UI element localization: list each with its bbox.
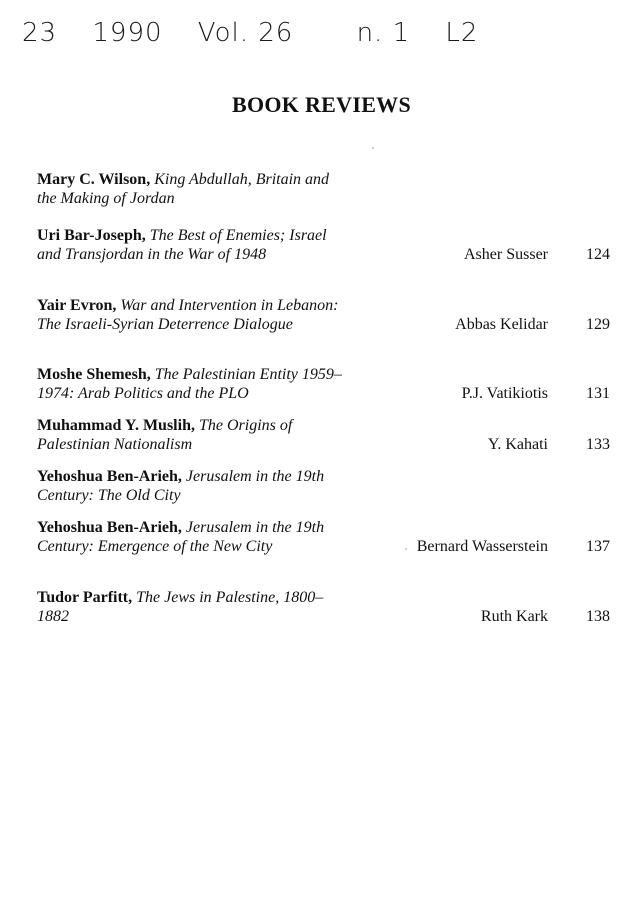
book-author: Tudor Parfitt, xyxy=(37,589,133,606)
book-author: Yair Evron, xyxy=(37,297,117,314)
review-entry xyxy=(37,226,612,264)
reviewed-work xyxy=(37,416,347,454)
review-entry xyxy=(37,296,612,334)
handwritten-volume: Vol. 26 xyxy=(197,18,294,48)
book-title: The Best of Enemies; Israel and Transjordan in the War of 1948 xyxy=(37,227,327,263)
reviewed-work xyxy=(37,467,347,505)
handwritten-annotation xyxy=(22,18,504,48)
book-author: Yehoshua Ben-Arieh, xyxy=(37,519,182,536)
reviewed-work xyxy=(37,226,347,264)
reviewer-name: Ruth Kark xyxy=(480,608,548,625)
page-number: 124 xyxy=(586,246,610,263)
book-title: Jerusalem in the 19th Century: The Old City xyxy=(37,468,325,504)
review-entry xyxy=(37,518,612,556)
review-entry xyxy=(37,170,612,208)
page-number: 137 xyxy=(586,538,610,555)
page-number: 138 xyxy=(586,608,610,625)
scan-speck xyxy=(405,548,407,550)
reviewed-work xyxy=(37,588,347,626)
scan-speck xyxy=(372,147,374,149)
handwritten-issue: n. 1 xyxy=(356,18,411,48)
review-entry xyxy=(37,588,612,626)
book-title: King Abdullah, Britain and the Making of Jordan xyxy=(37,171,330,207)
book-title: Jerusalem in the 19th Century: Emergence of the New City xyxy=(37,519,325,555)
review-entry xyxy=(37,416,612,454)
reviewer-name: Bernard Wasserstein xyxy=(416,538,548,555)
reviewer-name: Asher Susser xyxy=(464,246,548,263)
reviewed-work xyxy=(37,518,347,556)
handwritten-number: 23 xyxy=(22,18,58,48)
page-number: 129 xyxy=(586,316,610,333)
book-title: War and Intervention in Lebanon: The Israeli-Syrian Deterrence Dialogue xyxy=(37,297,339,333)
page-number: 131 xyxy=(586,385,610,402)
book-author: Yehoshua Ben-Arieh, xyxy=(37,468,182,485)
page-number: 133 xyxy=(586,436,610,453)
book-author: Muhammad Y. Muslih, xyxy=(37,417,195,434)
review-entry xyxy=(37,467,612,505)
reviewer-name: P.J. Vatikiotis xyxy=(461,385,548,402)
reviewer-name: Y. Kahati xyxy=(487,436,548,453)
reviewed-work xyxy=(37,296,347,334)
reviewed-work xyxy=(37,170,347,208)
book-author: Moshe Shemesh, xyxy=(37,366,151,383)
handwritten-code: L2 xyxy=(445,18,479,48)
book-author: Mary C. Wilson, xyxy=(37,171,151,188)
book-author: Uri Bar-Joseph, xyxy=(37,227,146,244)
book-title: The Jews in Palestine, 1800–1882 xyxy=(37,589,324,625)
page-title: BOOK REVIEWS xyxy=(231,92,412,117)
book-title: The Origins of Palestinian Nationalism xyxy=(37,417,293,453)
handwritten-year: 1990 xyxy=(92,18,163,48)
review-entry xyxy=(37,365,612,403)
reviewed-work xyxy=(37,365,347,403)
book-title: The Palestinian Entity 1959–1974: Arab Politics and the PLO xyxy=(37,366,342,402)
reviewer-name: Abbas Kelidar xyxy=(455,316,548,333)
